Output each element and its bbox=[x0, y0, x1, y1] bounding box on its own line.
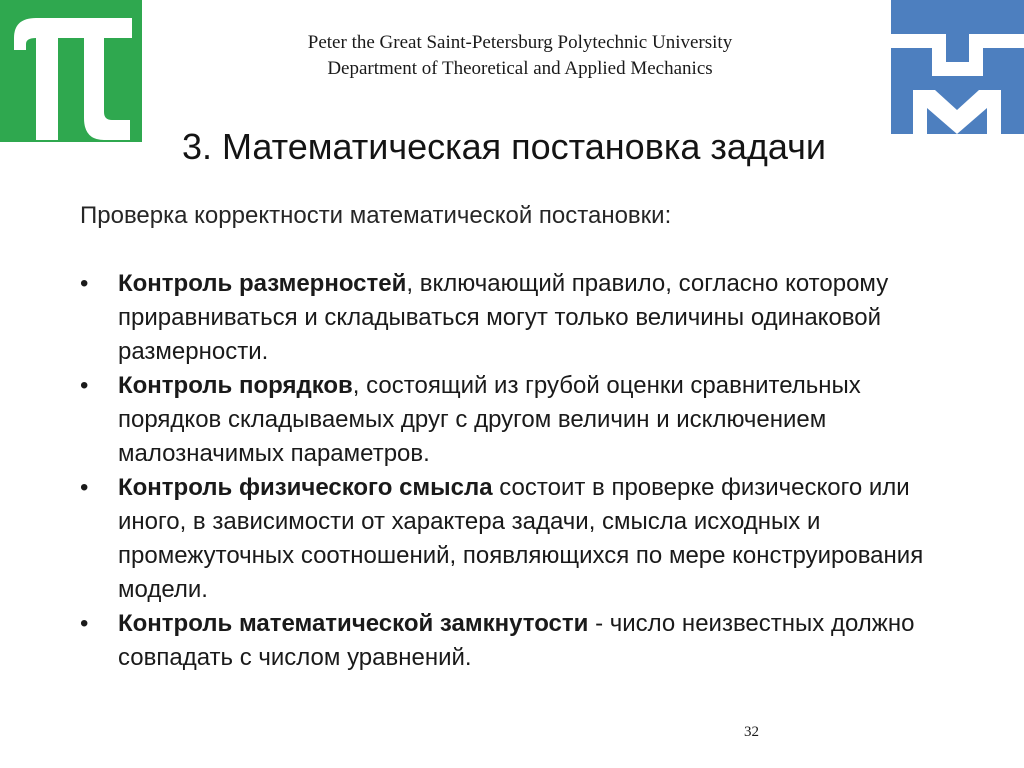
bullet-text: , состоящий из грубой оценки сравнительных порядков складываемых друг с другом величин и исключением малозначимых параметров. bbox=[118, 372, 861, 467]
intro-text: Проверка корректности математической постановки: bbox=[80, 202, 672, 229]
m-logo-icon bbox=[891, 0, 1024, 134]
header-department: Department of Theoretical and Applied Mechanics bbox=[327, 58, 713, 79]
list-item bbox=[80, 471, 940, 607]
page-number: 32 bbox=[744, 724, 759, 740]
header-university: Peter the Great Saint-Petersburg Polytechnic University bbox=[307, 32, 733, 53]
slide-title: 3. Математическая постановка задачи bbox=[182, 126, 827, 167]
bullet-icon: • bbox=[80, 474, 89, 501]
bullet-heading: Контроль математической замкнутости bbox=[118, 610, 589, 637]
bullet-heading: Контроль размерностей bbox=[118, 270, 407, 297]
list-item bbox=[80, 369, 940, 471]
bullet-heading: Контроль физического смысла bbox=[118, 474, 493, 501]
bullet-text: , включающий правило, согласно которому приравниваться и складываться могут только величины одинаковой размерности. bbox=[118, 270, 889, 365]
bullet-icon: • bbox=[80, 270, 89, 297]
bullet-icon: • bbox=[80, 610, 89, 637]
list-item bbox=[80, 267, 940, 369]
bullet-text: состоит в проверке физического или иного, в зависимости от характера задачи, смысла исходных и промежуточных соотношений, появляющихся по мере конструирования модели. bbox=[118, 474, 924, 603]
list-item bbox=[80, 607, 940, 675]
slide-content bbox=[80, 199, 940, 675]
bullet-heading: Контроль порядков bbox=[118, 372, 353, 399]
bullet-list bbox=[80, 267, 940, 675]
pi-logo-icon bbox=[0, 0, 142, 142]
bullet-icon: • bbox=[80, 372, 89, 399]
bullet-text: - число неизвестных должно совпадать с числом уравнений. bbox=[118, 610, 915, 671]
